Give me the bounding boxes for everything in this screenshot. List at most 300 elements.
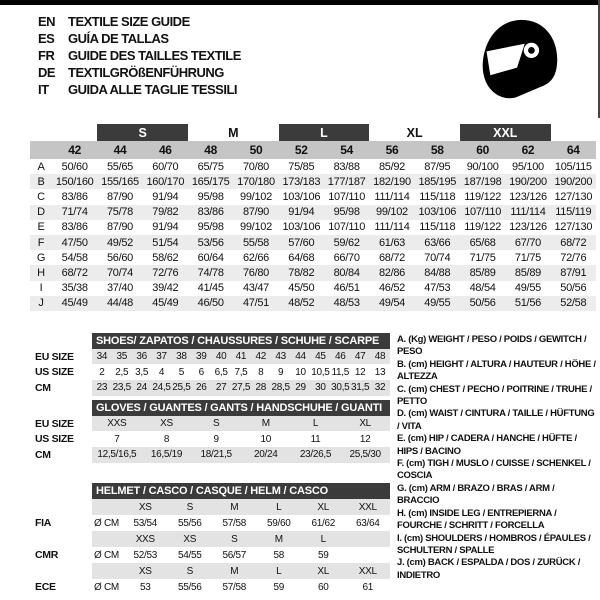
size-value-cell: 103/106 — [282, 221, 321, 234]
size-value-cell: 59/62 — [324, 235, 369, 250]
value-cell: 36 — [132, 349, 152, 365]
unit-label: Ø CM — [94, 549, 119, 561]
size-value-cell: 115/118 — [419, 221, 456, 234]
size-value-cell: 71/75 — [469, 251, 496, 264]
row-label: EU SIZE — [35, 350, 74, 363]
helmet-value-cell: 60 — [317, 581, 329, 593]
size-value-cell: 111/114 — [374, 221, 410, 234]
helmet-size-cell: M — [212, 499, 257, 515]
size-value-cell: 57/60 — [279, 235, 324, 250]
measure-row — [30, 159, 596, 174]
standard-label: FIA — [35, 517, 52, 529]
size-value-cell: 71/75 — [514, 251, 541, 264]
size-value-cell: 127/130 — [554, 190, 593, 203]
size-value-cell: 95/98 — [197, 221, 224, 234]
size-value-cell: 185/195 — [415, 174, 460, 189]
size-value-cell: 187/198 — [460, 174, 505, 189]
size-value-cell: 60/64 — [197, 251, 224, 264]
title-spacer — [35, 333, 92, 349]
helmet-value-cell: 61 — [362, 581, 374, 593]
size-group-spacer — [30, 124, 97, 141]
value-cell: 18/21,5 — [191, 447, 241, 463]
language-row — [38, 13, 241, 30]
label-spacer — [35, 531, 92, 547]
size-value-cell: 190/200 — [505, 174, 550, 189]
size-value-cell: 49/54 — [369, 296, 414, 311]
value-cell: 10 — [260, 433, 272, 445]
size-value-cell: 84/88 — [415, 265, 460, 280]
language-code: EN — [38, 14, 56, 29]
helmet-value-cell: 59/60 — [266, 517, 291, 529]
size-value-cell: 43/47 — [242, 282, 269, 295]
size-value-cell: 155/165 — [97, 174, 142, 189]
top-border-bar — [0, 0, 600, 5]
value-cell: 35 — [112, 349, 132, 365]
size-value-cell: 165/175 — [188, 174, 233, 189]
table-title: SHOES/ ZAPATOS / CHAUSSURES / SCHUHE / SCARPE — [92, 333, 390, 349]
row-letter: B — [30, 174, 52, 189]
size-value-cell: 83/86 — [61, 221, 88, 234]
helmet-value-cell: 52/53 — [133, 549, 158, 561]
size-value-cell: 50/56 — [560, 282, 587, 295]
size-value-cell: 56/60 — [106, 251, 133, 264]
helmet-size-cell: L — [301, 531, 346, 547]
size-value-cell: 107/110 — [460, 205, 505, 220]
value-cell: 7 — [114, 433, 120, 445]
label-spacer — [35, 499, 92, 515]
size-value-cell: 65/68 — [460, 235, 505, 250]
helmet-value-cell: 58 — [273, 549, 285, 561]
table-title-row — [35, 333, 390, 349]
helmet-size-cell: L — [257, 499, 302, 515]
legend-item: E. (cm) HIP / CADERA / HANCHE / HÜFTE / HIPS / BACINO — [397, 433, 577, 457]
value-cell: 23 — [92, 380, 112, 396]
value-cell: S — [191, 416, 241, 432]
standard-label: CMR — [35, 549, 59, 561]
value-cell: 37 — [152, 349, 172, 365]
value-cell: 45 — [310, 349, 330, 365]
helmet-size-cell: XS — [123, 563, 168, 579]
table-title: GLOVES / GUANTES / GANTS / HANDSCHUHE / GUANTI — [92, 400, 390, 416]
unit-label: Ø CM — [94, 581, 119, 593]
value-cell: 2 — [99, 366, 105, 378]
measure-row — [30, 235, 596, 250]
title-spacer — [35, 483, 92, 499]
size-value-cell: 111/114 — [505, 205, 550, 220]
helmet-size-cell: XXS — [123, 531, 168, 547]
measure-row — [30, 265, 596, 280]
size-value-cell: 182/190 — [369, 174, 414, 189]
size-value-cell: 47/50 — [52, 235, 97, 250]
language-title: GUIDA ALLE TAGLIE TESSILI — [68, 82, 238, 97]
value-cell: 16,5/19 — [142, 447, 192, 463]
helmet-size-header-row — [35, 499, 390, 515]
size-value-cell: 76/80 — [233, 265, 278, 280]
language-row — [38, 47, 241, 64]
helmet-value-cell: 56/57 — [222, 549, 247, 561]
size-value-cell: 91/94 — [152, 221, 179, 234]
value-cell: 39 — [191, 349, 211, 365]
helmet-value-cell: 53/54 — [133, 517, 158, 529]
size-value-cell: 78/82 — [279, 265, 324, 280]
standard-label: ECE — [35, 581, 56, 593]
helmet-size-cell: L — [257, 563, 302, 579]
helmet-size-header-row — [35, 531, 390, 547]
size-value-cell: 72/76 — [143, 265, 188, 280]
legend-item: D. (cm) WAIST / CINTURA / TAILLE / HÜFTUNG / VITA — [397, 408, 595, 432]
size-value-cell: 83/86 — [188, 205, 233, 220]
legend-item: I. (cm) SHOULDERS / HOMBROS / ÉPAULES / SCHULTERN / SPALLE — [397, 532, 591, 556]
value-cell: 8 — [258, 366, 264, 378]
value-cell: 32 — [370, 380, 390, 396]
size-value-cell: 91/94 — [152, 190, 179, 203]
title-spacer — [35, 400, 92, 416]
size-group-s: S — [97, 124, 188, 141]
size-value-cell: 50/60 — [61, 160, 88, 173]
helmet-value-row — [35, 515, 390, 531]
value-cell: 48 — [370, 349, 390, 365]
value-cell: 12 — [359, 433, 371, 445]
size-value-cell: 82/86 — [369, 265, 414, 280]
size-value-cell: 50/56 — [460, 296, 505, 311]
helmet-value-cell: 61/62 — [311, 517, 336, 529]
size-value-cell: 75/85 — [288, 160, 315, 173]
helmet-icon — [476, 16, 562, 102]
unit-spacer — [92, 531, 123, 547]
eu-size-cell: 46 — [143, 141, 188, 159]
value-cell: 24 — [132, 380, 152, 396]
value-cell: 25,5/30 — [340, 447, 390, 463]
unit-spacer — [92, 563, 123, 579]
size-value-cell: 60/70 — [152, 160, 179, 173]
size-value-cell: 177/187 — [324, 174, 369, 189]
legend-item: B. (cm) HEIGHT / ALTURA / HAUTEUR / HÖHE / ALTEZZA — [397, 358, 596, 383]
language-code: IT — [38, 82, 49, 97]
value-cell: 30 — [310, 380, 330, 396]
row-label: CM — [35, 381, 51, 394]
size-value-cell: 87/90 — [106, 190, 133, 203]
row-letter: I — [39, 282, 43, 295]
value-cell: XS — [142, 416, 192, 432]
size-value-cell: 119/122 — [464, 221, 502, 234]
helmet-value-cell: 54/55 — [177, 549, 202, 561]
size-value-cell: 95/98 — [197, 190, 224, 203]
size-group-xxl: XXL — [460, 124, 551, 141]
helmet-value-cell: 55/56 — [177, 517, 202, 529]
legend-item: C. (cm) CHEST / PECHO / POITRINE / TRUHE / PETTO — [397, 383, 592, 408]
size-value-cell: 44/48 — [97, 296, 142, 311]
row-letter: D — [30, 205, 52, 220]
size-value-cell: 70/74 — [424, 251, 451, 264]
size-value-cell: 87/91 — [551, 265, 596, 280]
size-value-cell: 70/74 — [97, 265, 142, 280]
value-cell: 25,5 — [171, 380, 191, 396]
language-row — [38, 30, 241, 47]
size-value-cell: 46/52 — [378, 282, 405, 295]
size-value-cell: 150/160 — [52, 174, 97, 189]
helmet-value-row — [35, 547, 390, 563]
size-value-cell: 99/102 — [240, 221, 272, 234]
helmet-size-cell — [346, 531, 391, 547]
measure-row — [30, 205, 596, 220]
size-value-cell: 58/62 — [152, 251, 179, 264]
size-value-cell: 48/52 — [279, 296, 324, 311]
size-value-cell: 45/50 — [288, 282, 315, 295]
value-cell: 11,5 — [331, 366, 349, 378]
helmet-value-row — [35, 579, 390, 595]
size-value-cell: 85/89 — [460, 265, 505, 280]
value-cell: 26 — [191, 380, 211, 396]
value-cell: 6,5 — [214, 366, 228, 378]
value-cell: 44 — [291, 349, 311, 365]
size-value-cell: 63/66 — [415, 235, 460, 250]
size-value-cell: 65/75 — [197, 160, 224, 173]
value-cell: XL — [340, 416, 390, 432]
size-value-cell: 68/72 — [52, 265, 97, 280]
size-value-cell: 51/56 — [505, 296, 550, 311]
helmet-size-table — [35, 483, 390, 595]
size-value-cell: 49/52 — [97, 235, 142, 250]
measure-row — [30, 250, 596, 265]
helmet-size-cell: XXL — [346, 499, 391, 515]
size-value-cell: 64/68 — [288, 251, 315, 264]
legend-item: G. (cm) ARM / BRAZO / BRAS / ARM / BRACCIO — [397, 482, 555, 507]
size-group-l: L — [279, 124, 370, 141]
value-cell: 46 — [330, 349, 350, 365]
size-group-xl: XL — [406, 125, 423, 140]
measure-row — [30, 174, 596, 189]
size-value-cell: 39/42 — [152, 282, 179, 295]
language-title: GUÍA DE TALLAS — [68, 31, 169, 46]
helmet-size-cell: XS — [123, 499, 168, 515]
helmet-size-cell: XXL — [346, 563, 391, 579]
value-cell: 9 — [278, 366, 284, 378]
row-label: US SIZE — [35, 433, 74, 446]
value-cell: 6 — [198, 366, 204, 378]
size-value-cell: 83/86 — [61, 190, 88, 203]
size-value-cell: 107/110 — [328, 190, 366, 203]
value-cell: 29 — [291, 380, 311, 396]
value-cell: 41 — [231, 349, 251, 365]
language-row — [38, 81, 241, 98]
size-value-cell: 35/38 — [61, 282, 88, 295]
language-code: FR — [38, 48, 55, 63]
size-value-cell: 111/114 — [374, 190, 410, 203]
language-title: TEXTILGRÖßENFÜHRUNG — [68, 65, 224, 80]
helmet-value-cell: 57/58 — [222, 581, 247, 593]
value-cell: M — [241, 416, 291, 432]
measure-row — [30, 281, 596, 296]
eu-size-cell: 42 — [52, 141, 97, 159]
size-value-cell: 87/90 — [106, 221, 133, 234]
eu-size-cell: 56 — [369, 141, 414, 159]
size-value-cell: 48/53 — [324, 296, 369, 311]
gloves-size-table — [35, 400, 390, 463]
eu-size-cell: 44 — [97, 141, 142, 159]
table-title: HELMET / CASCO / CASQUE / HELM / CASCO — [92, 483, 390, 499]
value-cell: 24,5 — [152, 380, 172, 396]
size-value-cell: 95/100 — [512, 160, 544, 173]
value-cell: 12,5/16,5 — [92, 447, 142, 463]
size-value-cell: 45/49 — [52, 296, 97, 311]
value-cell: 38 — [171, 349, 191, 365]
value-cell: 8 — [163, 433, 170, 445]
size-value-cell: 119/122 — [464, 190, 502, 203]
helmet-size-cell: S — [212, 531, 257, 547]
measurement-legend — [397, 334, 597, 582]
value-cell: XXS — [92, 416, 142, 432]
corner-cell — [30, 141, 52, 159]
eu-size-cell: 58 — [415, 141, 460, 159]
value-cell: 10 — [295, 366, 306, 378]
table-title-row — [35, 483, 390, 499]
value-cell: 28,5 — [271, 380, 291, 396]
size-value-cell: 190/200 — [551, 174, 596, 189]
value-cell: 30,5 — [330, 380, 350, 396]
value-cell: 7,5 — [234, 366, 248, 378]
eu-size-cell: 54 — [324, 141, 369, 159]
textile-size-table — [30, 124, 596, 311]
size-value-cell: 68/72 — [551, 235, 596, 250]
helmet-value-cell: 59 — [273, 581, 285, 593]
size-value-cell: 99/102 — [369, 205, 414, 220]
size-value-cell: 170/180 — [233, 174, 278, 189]
unit-row — [35, 380, 390, 396]
helmet-size-cell: XL — [301, 563, 346, 579]
language-code: ES — [38, 31, 55, 46]
row-letter: J — [30, 296, 52, 311]
size-value-cell: 48/54 — [469, 282, 496, 295]
visor-pivot-inner — [528, 47, 535, 54]
size-value-cell: 70/80 — [242, 160, 269, 173]
size-value-cell: 85/89 — [505, 265, 550, 280]
row-letter: F — [30, 235, 52, 250]
size-value-cell: 95/98 — [324, 205, 369, 220]
size-value-cell: 105/115 — [554, 160, 592, 173]
helmet-size-cell: XS — [168, 531, 213, 547]
value-cell: 47 — [350, 349, 370, 365]
helmet-value-cell: 53 — [139, 581, 151, 593]
helmet-size-header-row — [35, 563, 390, 579]
value-cell: 4 — [158, 366, 165, 378]
helmet-size-cell: S — [168, 499, 213, 515]
unit-label: Ø CM — [94, 517, 119, 529]
legend-item: F. (cm) TIGH / MUSLO / CUISSE / SCHENKEL / COSCIA — [397, 458, 591, 482]
eu-size-cell: 60 — [460, 141, 505, 159]
unit-spacer — [92, 499, 123, 515]
size-value-cell: 55/65 — [106, 160, 133, 173]
helmet-value-cell: 59 — [317, 549, 329, 561]
language-title: TEXTILE SIZE GUIDE — [68, 14, 190, 29]
value-cell: 10,5 — [311, 366, 330, 378]
size-value-cell: 103/106 — [415, 205, 460, 220]
size-value-cell: 160/170 — [143, 174, 188, 189]
size-value-cell: 66/70 — [333, 251, 360, 264]
value-cell: 2,5 — [115, 366, 129, 378]
size-value-cell: 91/94 — [279, 205, 324, 220]
size-value-cell: 115/119 — [551, 205, 596, 220]
size-value-cell: 127/130 — [554, 221, 593, 234]
size-value-cell: 80/84 — [324, 265, 369, 280]
helmet-value-cell: 55/56 — [177, 581, 202, 593]
size-value-cell: 68/72 — [378, 251, 405, 264]
unit-row — [35, 364, 390, 380]
row-letter: A — [37, 160, 45, 173]
value-cell: 27,5 — [231, 380, 251, 396]
unit-row — [35, 416, 390, 432]
helmet-value-cell: 57/58 — [222, 517, 247, 529]
value-cell: 43 — [271, 349, 291, 365]
measure-row — [30, 189, 596, 204]
size-value-cell: 115/118 — [419, 190, 456, 203]
value-cell: 42 — [251, 349, 271, 365]
size-value-cell: 99/102 — [240, 190, 272, 203]
size-value-cell: 74/78 — [188, 265, 233, 280]
language-code: DE — [38, 65, 56, 80]
size-value-cell: 123/126 — [509, 190, 547, 203]
size-value-cell: 83/88 — [333, 160, 360, 173]
value-cell: 13 — [374, 366, 386, 378]
size-value-cell: 75/78 — [97, 205, 142, 220]
eu-size-cell: 62 — [505, 141, 550, 159]
size-value-cell: 87/90 — [233, 205, 278, 220]
row-letter: C — [37, 190, 45, 203]
language-row — [38, 64, 241, 81]
measure-row — [30, 296, 596, 311]
size-value-cell: 46/51 — [333, 282, 360, 295]
legend-item: H. (cm) INSIDE LEG / ENTREPIERNA / FOURCHE / SCHRITT / FORCELLA — [397, 507, 557, 532]
value-cell: 12 — [354, 366, 366, 378]
language-title: GUIDE DES TAILLES TEXTILE — [68, 48, 241, 63]
size-value-cell: 49/55 — [415, 296, 460, 311]
value-cell: 9 — [213, 433, 219, 445]
eu-size-row — [30, 141, 596, 159]
size-value-cell: 67/70 — [505, 235, 550, 250]
value-cell: 23,5 — [112, 380, 132, 396]
size-value-cell: 37/40 — [106, 282, 133, 295]
value-cell: 31,5 — [350, 380, 370, 396]
eu-size-cell: 64 — [551, 141, 596, 159]
eu-size-cell: 52 — [279, 141, 324, 159]
eu-size-cell: 50 — [233, 141, 278, 159]
size-value-cell: 61/63 — [369, 235, 414, 250]
label-spacer — [35, 563, 92, 579]
size-value-cell: 41/45 — [197, 282, 224, 295]
size-value-cell: 71/74 — [52, 205, 97, 220]
unit-row — [35, 349, 390, 365]
helmet-value-cell: 63/64 — [355, 517, 380, 529]
size-value-cell: 55/58 — [233, 235, 278, 250]
size-value-cell: 53/56 — [188, 235, 233, 250]
size-value-cell: 51/54 — [143, 235, 188, 250]
helmet-size-cell: M — [212, 563, 257, 579]
legend-item: J. (cm) BACK / ESPALDA / DOS / ZURÜCK / INDIETRO — [397, 557, 581, 581]
value-cell: 3,5 — [135, 366, 149, 378]
helmet-size-cell: XL — [301, 499, 346, 515]
size-value-cell: 87/95 — [424, 160, 451, 173]
helmet-size-cell: S — [168, 563, 213, 579]
value-cell: 5 — [178, 366, 184, 378]
shoes-size-table — [35, 333, 390, 396]
size-value-cell: 45/49 — [143, 296, 188, 311]
size-group-spacer — [551, 124, 596, 141]
size-value-cell: 46/50 — [188, 296, 233, 311]
value-cell: 20/24 — [241, 447, 291, 463]
row-letter: G — [36, 251, 46, 264]
table-title-row — [35, 400, 390, 416]
row-label: US SIZE — [35, 366, 74, 379]
row-letter: H — [30, 265, 52, 280]
